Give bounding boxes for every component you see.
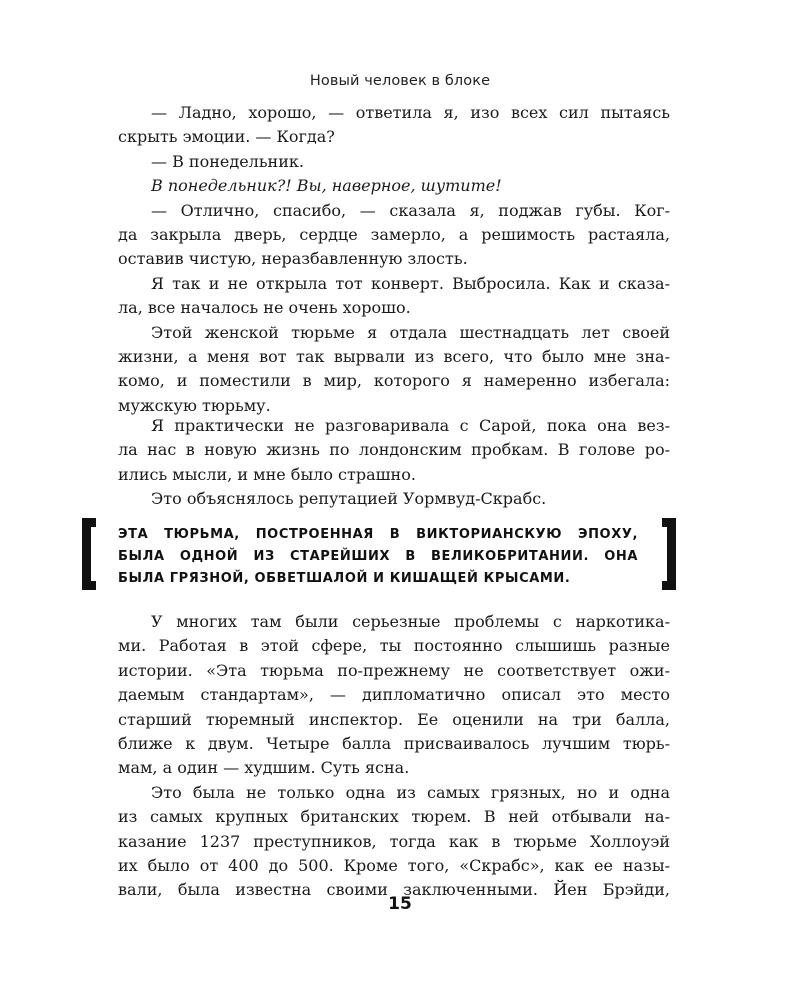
text-line: их было от 400 до 500. Кроме того, «Скрабс», как ее назы- bbox=[118, 855, 670, 875]
text-line: Этой женской тюрьме я отдала шестнадцать лет своей bbox=[151, 322, 670, 342]
text-block-2 bbox=[118, 414, 670, 512]
text-line: — Отлично, спасибо, — сказала я, поджав губы. Ког- bbox=[151, 200, 670, 220]
text-line: ми. Работая в этой сфере, ты постоянно слышишь разные bbox=[118, 636, 670, 656]
text-line: Это объяснялось репутацией Уормвуд-Скрабс. bbox=[151, 489, 547, 509]
text-line: ближе к двум. Четыре балла присваивалось лучшим тюрь- bbox=[118, 733, 670, 753]
text-line: даемым стандартам», — дипломатично описал это место bbox=[118, 685, 670, 705]
text-line: мужскую тюрьму. bbox=[118, 395, 271, 415]
text-line: ла, все началось не очень хорошо. bbox=[118, 298, 411, 318]
text-block-1 bbox=[118, 101, 670, 418]
text-line: — Ладно, хорошо, — ответила я, изо всех сил пытаясь bbox=[151, 103, 670, 122]
page-number: 15 bbox=[388, 894, 412, 914]
running-head: Новый человек в блоке bbox=[309, 73, 491, 89]
text-line: истории. «Эта тюрьма по-прежнему не соответствует ожи- bbox=[118, 660, 670, 680]
text-line: жизни, а меня вот так вырвали из всего, что было мне зна- bbox=[118, 346, 670, 366]
text-line: вали, была известна своими заключенными. Йен Брэйди, bbox=[118, 880, 670, 900]
text-line: ла нас в новую жизнь по лондонским пробкам. В голове ро- bbox=[118, 440, 670, 460]
text-line: оставив чистую, неразбавленную злость. bbox=[118, 249, 468, 269]
text-line: из самых крупных британских тюрем. В ней отбывали на- bbox=[118, 807, 670, 827]
text-line: скрыть эмоции. — Когда? bbox=[118, 127, 335, 147]
pull-quote-text bbox=[118, 524, 638, 590]
text-line: — В понедельник. bbox=[151, 151, 304, 171]
text-line: мам, а один — худшим. Суть ясна. bbox=[118, 758, 410, 778]
text-line: казание 1237 преступников, тогда как в тюрьме Холлоуэй bbox=[118, 831, 670, 851]
right-bracket-icon bbox=[662, 518, 676, 590]
text-line: В понедельник?! Вы, наверное, шутите! bbox=[151, 176, 502, 196]
pull-quote bbox=[82, 514, 676, 596]
text-line: старший тюремный инспектор. Ее оценили на три балла, bbox=[118, 709, 670, 729]
pull-quote-line: БЫЛА ГРЯЗНОЙ, ОБВЕТШАЛОЙ И КИШАЩЕЙ КРЫСАМИ. bbox=[118, 571, 571, 586]
pull-quote-line: БЫЛА ОДНОЙ ИЗ СТАРЕЙШИХ В ВЕЛИКОБРИТАНИИ. ОНА bbox=[118, 549, 638, 564]
pull-quote-line: ЭТА ТЮРЬМА, ПОСТРОЕННАЯ В ВИКТОРИАНСКУЮ ЭПОХУ, bbox=[118, 527, 638, 542]
left-bracket-icon bbox=[82, 518, 96, 590]
text-line: да закрыла дверь, сердце замерло, а решимость растаяла, bbox=[118, 224, 670, 244]
text-line: Это была не только одна из самых грязных, но и одна bbox=[151, 782, 670, 802]
text-line: комо, и поместили в мир, которого я намеренно избегала: bbox=[118, 371, 670, 391]
text-block-3 bbox=[118, 610, 670, 903]
text-line: У многих там были серьезные проблемы с наркотика- bbox=[151, 612, 670, 631]
text-line: Я так и не открыла тот конверт. Выбросила. Как и сказа- bbox=[151, 273, 670, 293]
text-line: Я практически не разговаривала с Сарой, пока она вез- bbox=[151, 416, 670, 435]
text-line: ились мысли, и мне было страшно. bbox=[118, 464, 416, 484]
